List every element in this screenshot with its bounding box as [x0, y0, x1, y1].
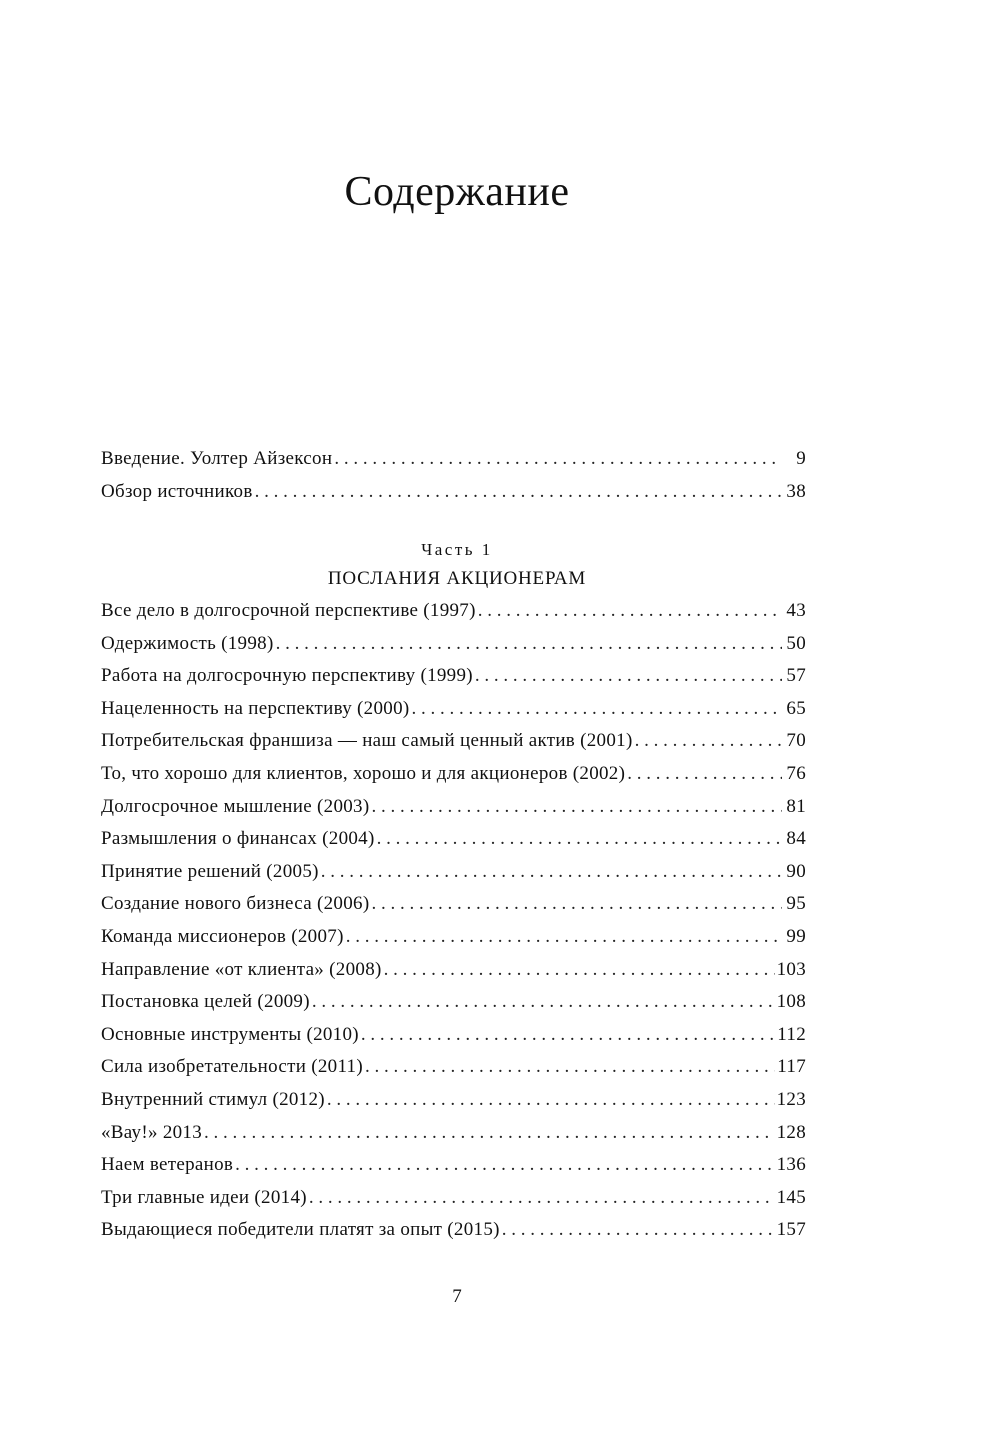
toc-entry[interactable]	[101, 1056, 806, 1089]
toc-dot-leader	[627, 763, 782, 785]
toc-entry[interactable]	[101, 991, 806, 1024]
toc-dot-leader	[475, 665, 782, 687]
toc-entry[interactable]	[101, 481, 806, 514]
toc-entry-title: Размышления о финансах (2004)	[101, 828, 375, 850]
toc-entry[interactable]	[101, 926, 806, 959]
toc-entry[interactable]	[101, 861, 806, 894]
toc-entry[interactable]	[101, 959, 806, 992]
toc-entry[interactable]	[101, 828, 806, 861]
toc-entry-page: 112	[777, 1023, 806, 1045]
toc-entry-page: 70	[786, 730, 806, 752]
toc-entry-title: Три главные идеи (2014)	[101, 1186, 307, 1208]
toc-entry-page: 136	[776, 1154, 806, 1176]
toc-dot-leader	[365, 1056, 775, 1078]
toc-entry-title: То, что хорошо для клиентов, хорошо и для акционеров (2002)	[101, 762, 626, 784]
toc-entry-page: 84	[786, 828, 806, 850]
toc-entry-page: 95	[786, 893, 806, 915]
toc-entry-title: «Вау!» 2013	[101, 1121, 203, 1143]
toc-entry-page: 9	[796, 448, 806, 469]
toc-dot-leader	[377, 828, 782, 850]
toc-entry-page: 103	[776, 958, 806, 980]
toc-dot-leader	[334, 448, 782, 470]
toc-dot-leader	[412, 698, 783, 720]
toc-entry[interactable]	[101, 1024, 806, 1057]
toc-entry[interactable]	[101, 763, 806, 796]
toc-dot-leader	[371, 796, 782, 818]
toc-entry[interactable]	[101, 698, 806, 731]
toc-entry-page: 99	[786, 925, 806, 947]
toc-entry-title: Основные инструменты (2010)	[101, 1023, 359, 1045]
toc-dot-leader	[635, 730, 782, 752]
toc-entry-title: Введение. Уолтер Айзексон	[101, 448, 333, 469]
toc-entry[interactable]	[101, 448, 806, 481]
toc-entry[interactable]	[101, 1122, 806, 1155]
toc-entry-title: Работа на долгосрочную перспективу (1999)	[101, 665, 473, 687]
toc-dot-leader	[204, 1122, 775, 1144]
toc-entry-title: Наем ветеранов	[101, 1154, 234, 1176]
toc-dot-leader	[309, 1187, 775, 1209]
toc-dot-leader	[321, 861, 782, 883]
toc-entry-page: 117	[777, 1056, 806, 1078]
toc-entry-page: 81	[786, 795, 806, 817]
toc-entry-title: Все дело в долгосрочной перспективе (1997)	[101, 600, 476, 621]
toc-entry[interactable]	[101, 665, 806, 698]
toc-entry-page: 38	[786, 480, 806, 502]
toc-entry-page: 145	[776, 1186, 806, 1208]
toc-dot-leader	[361, 1024, 775, 1046]
toc-dot-leader	[312, 991, 775, 1013]
toc-entry-page: 90	[786, 860, 806, 882]
toc-dot-leader	[502, 1219, 775, 1241]
toc-entry-title: Нацеленность на перспективу (2000)	[101, 697, 410, 719]
toc-dot-leader	[276, 633, 782, 655]
toc-dot-leader	[346, 926, 782, 948]
toc-entry-title: Команда миссионеров (2007)	[101, 925, 344, 947]
toc-entry[interactable]	[101, 1187, 806, 1220]
toc-entry-page: 57	[786, 665, 806, 687]
toc-entry-page: 43	[786, 600, 806, 621]
part-number-label: Часть 1	[421, 540, 493, 559]
toc-entry-page: 65	[786, 697, 806, 719]
toc-entry-page: 157	[776, 1219, 806, 1241]
toc-entry[interactable]	[101, 1154, 806, 1187]
toc-dot-leader	[371, 893, 782, 915]
page-title: Содержание	[344, 169, 570, 215]
toc-dot-leader	[235, 1154, 774, 1176]
toc-entry-title: Выдающиеся победители платят за опыт (2015)	[101, 1219, 500, 1241]
toc-entry-title: Сила изобретательности (2011)	[101, 1056, 363, 1078]
toc-entry-page: 108	[776, 991, 806, 1013]
toc-entry[interactable]	[101, 633, 806, 666]
toc-entry-title: Обзор источников	[101, 480, 253, 502]
toc-entry-title: Создание нового бизнеса (2006)	[101, 893, 370, 915]
toc-entry-title: Долгосрочное мышление (2003)	[101, 795, 370, 817]
toc-part1-list	[101, 600, 806, 1252]
toc-dot-leader	[384, 959, 775, 981]
toc-entry[interactable]	[101, 1219, 806, 1252]
toc-entry-title: Одержимость (1998)	[101, 632, 274, 654]
part-title: ПОСЛАНИЯ АКЦИОНЕРАМ	[327, 568, 587, 589]
toc-entry-page: 128	[776, 1121, 806, 1143]
toc-entry[interactable]	[101, 730, 806, 763]
toc-dot-leader	[327, 1089, 775, 1111]
toc-entry-page: 50	[786, 632, 806, 654]
toc-entry-page: 123	[776, 1088, 806, 1110]
toc-entry-title: Внутренний стимул (2012)	[101, 1088, 325, 1110]
toc-entry-title: Потребительская франшиза — наш самый ценный актив (2001)	[101, 730, 633, 752]
toc-intro-list	[101, 448, 806, 513]
toc-dot-leader	[255, 481, 782, 503]
toc-entry-page: 76	[786, 762, 806, 784]
toc-entry-title: Направление «от клиента» (2008)	[101, 958, 382, 980]
toc-entry[interactable]	[101, 1089, 806, 1122]
toc-dot-leader	[478, 600, 782, 622]
toc-entry[interactable]	[101, 796, 806, 829]
toc-entry[interactable]	[101, 600, 806, 633]
toc-entry[interactable]	[101, 893, 806, 926]
toc-entry-title: Постановка целей (2009)	[101, 991, 310, 1013]
toc-entry-title: Принятие решений (2005)	[101, 860, 319, 882]
page-number: 7	[452, 1286, 462, 1307]
